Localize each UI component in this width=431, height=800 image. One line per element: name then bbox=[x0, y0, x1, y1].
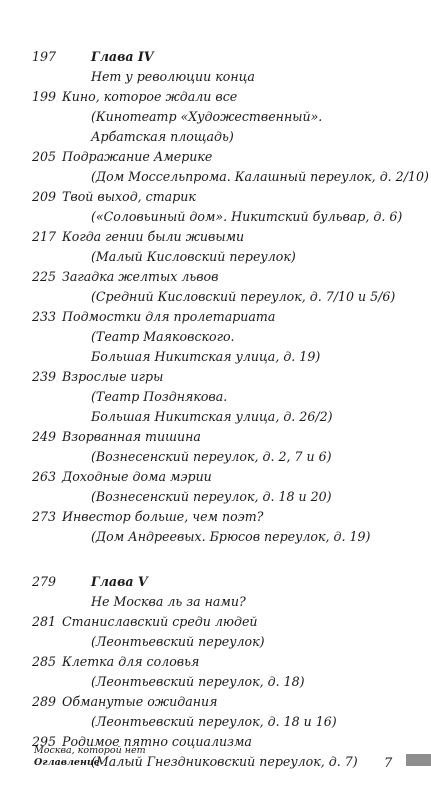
toc-entry-continuation bbox=[0, 527, 431, 547]
toc-entry-page: 273 bbox=[32, 509, 57, 524]
toc-entry-continuation bbox=[0, 347, 431, 367]
toc-entry-title: Доходные дома мэрии bbox=[62, 469, 212, 484]
toc-entry-address: (Дом Моссельпрома. Калашный переулок, д. 2/10) bbox=[91, 169, 429, 184]
toc-entry-page: 209 bbox=[32, 189, 57, 204]
toc-entry-address: (Средний Кисловский переулок, д. 7/10 и 5/6) bbox=[91, 289, 396, 304]
toc-entry-address: (Малый Гнездниковский переулок, д. 7) bbox=[91, 754, 358, 769]
toc-entry-title: Когда гении были живыми bbox=[62, 229, 245, 244]
running-footer bbox=[34, 745, 146, 769]
toc-entry bbox=[0, 692, 431, 712]
toc-entry-continuation bbox=[0, 287, 431, 307]
toc-entry bbox=[0, 187, 431, 207]
toc-entry bbox=[0, 612, 431, 632]
toc-entry bbox=[0, 87, 431, 107]
chapter-page-number: 279 bbox=[32, 574, 57, 589]
toc-entry bbox=[0, 427, 431, 447]
toc-entry-continuation bbox=[0, 387, 431, 407]
toc-entry-page: 217 bbox=[32, 229, 57, 244]
toc-entry-page: 295 bbox=[32, 734, 57, 749]
toc-entry-page: 263 bbox=[32, 469, 57, 484]
toc-entry-page: 225 bbox=[32, 269, 57, 284]
toc-entry-address: (Кинотеатр «Художественный». bbox=[91, 109, 323, 124]
toc-entry-page: 281 bbox=[32, 614, 57, 629]
chapter-subtitle: Нет у революции конца bbox=[91, 69, 255, 84]
toc-entry-title: Кино, которое ждали все bbox=[62, 89, 238, 104]
toc-entry-address: («Соловьиный дом». Никитский бульвар, д. 6) bbox=[91, 209, 403, 224]
toc-entry bbox=[0, 227, 431, 247]
footer-section: Оглавление bbox=[34, 757, 100, 768]
toc-entry-address: (Вознесенский переулок, д. 2, 7 и 6) bbox=[91, 449, 332, 464]
toc-entry-continuation bbox=[0, 327, 431, 347]
toc-entry-address: Большая Никитская улица, д. 19) bbox=[91, 349, 321, 364]
toc-entry-continuation bbox=[0, 207, 431, 227]
chapter-heading-row bbox=[0, 47, 431, 67]
toc-entry bbox=[0, 307, 431, 327]
toc-entry-page: 199 bbox=[32, 89, 57, 104]
footer-book-title: Москва, которой нет bbox=[34, 745, 146, 756]
toc-entry-page: 289 bbox=[32, 694, 57, 709]
toc-entry-address: (Малый Кисловский переулок) bbox=[91, 249, 296, 264]
toc-entry-title: Подмостки для пролетариата bbox=[62, 309, 276, 324]
chapter-title: Глава V bbox=[91, 574, 148, 589]
toc-entry-title: Станиславский среди людей bbox=[62, 614, 258, 629]
page-number: 7 bbox=[384, 756, 393, 771]
section-tab-marker bbox=[406, 754, 431, 766]
toc-entry-continuation bbox=[0, 107, 431, 127]
toc-entry-title: Родимое пятно социализма bbox=[62, 734, 252, 749]
toc-entry bbox=[0, 147, 431, 167]
chapter-subtitle-row bbox=[0, 67, 431, 87]
toc-entry bbox=[0, 507, 431, 527]
toc-entry-page: 233 bbox=[32, 309, 57, 324]
toc-entry-continuation bbox=[0, 672, 431, 692]
toc-entry-page: 285 bbox=[32, 654, 57, 669]
toc-entry-address: (Леонтьевский переулок) bbox=[91, 634, 265, 649]
toc-entry-address: Арбатская площадь) bbox=[91, 129, 234, 144]
toc-entry-address: (Театр Позднякова. bbox=[91, 389, 228, 404]
toc-entry-continuation bbox=[0, 247, 431, 267]
toc-entry-title: Взорванная тишина bbox=[62, 429, 201, 444]
toc-entry-page: 249 bbox=[32, 429, 57, 444]
toc-entry-title: Инвестор больше, чем поэт? bbox=[62, 509, 264, 524]
toc-entry-address: Большая Никитская улица, д. 26/2) bbox=[91, 409, 333, 424]
chapter-title: Глава IV bbox=[91, 49, 154, 64]
toc-entry bbox=[0, 267, 431, 287]
toc-entry-continuation bbox=[0, 632, 431, 652]
toc-entry-continuation bbox=[0, 712, 431, 732]
toc-entry-title: Подражание Америке bbox=[62, 149, 213, 164]
toc-entry-address: (Дом Андреевых. Брюсов переулок, д. 19) bbox=[91, 529, 371, 544]
chapter-heading-row bbox=[0, 572, 431, 592]
toc-entry-title: Загадка желтых львов bbox=[62, 269, 219, 284]
toc-entry bbox=[0, 367, 431, 387]
toc-entry-continuation bbox=[0, 487, 431, 507]
toc-entry-address: (Леонтьевский переулок, д. 18 и 16) bbox=[91, 714, 337, 729]
toc-entry-continuation bbox=[0, 167, 431, 187]
toc-entry-continuation bbox=[0, 407, 431, 427]
chapter-page-number: 197 bbox=[32, 49, 57, 64]
toc-entry-page: 205 bbox=[32, 149, 57, 164]
toc-entry-address: (Леонтьевский переулок, д. 18) bbox=[91, 674, 305, 689]
chapter-subtitle-row bbox=[0, 592, 431, 612]
toc-entry bbox=[0, 467, 431, 487]
toc-entry-title: Клетка для соловья bbox=[62, 654, 200, 669]
toc-entry-page: 239 bbox=[32, 369, 57, 384]
toc-entry-title: Обманутые ожидания bbox=[62, 694, 218, 709]
toc-entry-address: (Вознесенский переулок, д. 18 и 20) bbox=[91, 489, 332, 504]
toc-entry bbox=[0, 652, 431, 672]
toc-entry-continuation bbox=[0, 127, 431, 147]
toc-entry-title: Твой выход, старик bbox=[62, 189, 196, 204]
toc-entry-title: Взрослые игры bbox=[62, 369, 164, 384]
chapter-subtitle: Не Москва ль за нами? bbox=[91, 594, 246, 609]
toc-entry-continuation bbox=[0, 447, 431, 467]
toc-entry-address: (Театр Маяковского. bbox=[91, 329, 235, 344]
